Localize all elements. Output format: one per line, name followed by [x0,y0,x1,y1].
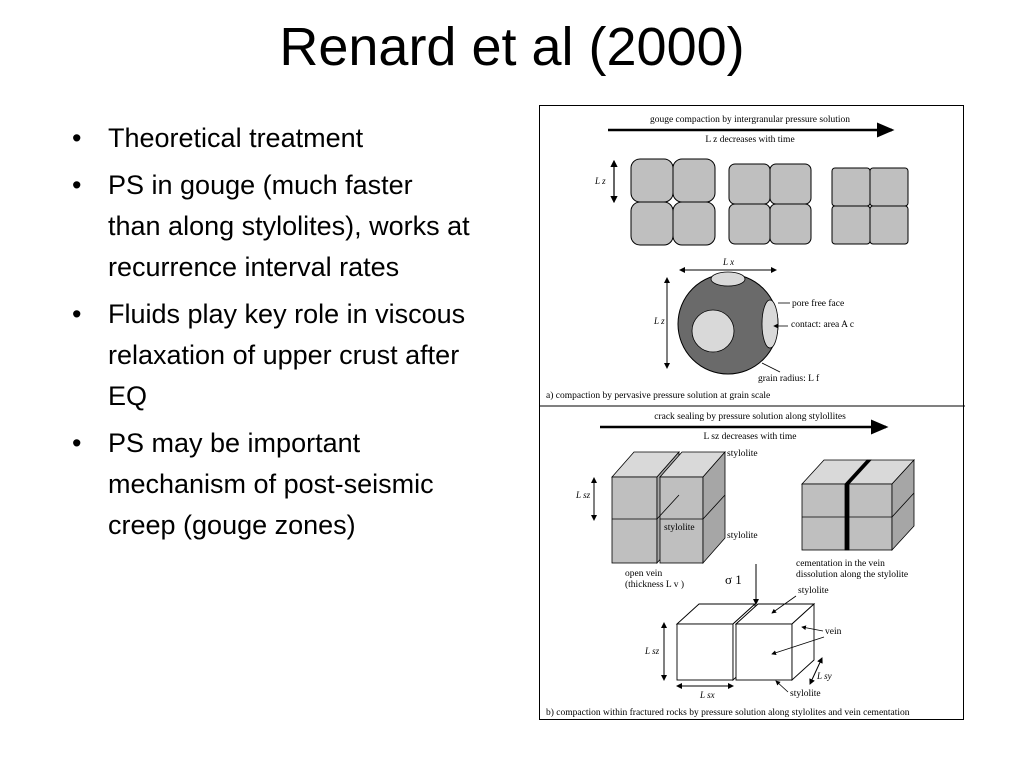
slide-title: Renard et al (2000) [279,17,745,77]
lsz-label-top: L sz [576,490,591,500]
block-pair-open-vein [612,452,725,563]
lz-label: L z [595,176,606,186]
vein-label: vein [825,627,842,637]
panel-b-subheader: L sz decreases with time [703,432,797,442]
bullet-glyph: • [72,123,82,153]
bullet-text: PS may be important mechanism of post-seismic creep (gouge zones) [108,428,434,540]
block-pair-cemented [802,460,914,550]
open-vein-thickness-label: (thickness L v ) [625,580,685,590]
panel-b-header: crack sealing by pressure solution along stylollites [654,412,846,422]
bullet-list [70,118,470,552]
bullet-glyph: • [72,428,82,458]
lx-label: L x [723,257,735,267]
bullet-glyph: • [72,299,82,329]
bullet-item [70,423,470,546]
lsy-label: L sy [817,671,832,681]
contact-area-label: contact: area A c [791,320,855,330]
bullet-text: Theoretical treatment [108,123,364,153]
block-pair-lower [677,604,814,680]
grain-group-large [631,159,715,245]
bullet-item [70,165,470,288]
bullet-text: Fluids play key role in viscous relaxation of upper crust after EQ [108,299,466,411]
stylolite-label-3: stylolite [727,531,758,541]
bullet-item [70,294,470,417]
grain-group-small [832,168,908,244]
dissolution-label: dissolution along the stylolite [796,570,909,580]
stylolite-label-5: stylolite [790,689,821,699]
bullet-glyph: • [72,170,82,200]
stylolite-label-1: stylolite [727,449,758,459]
lsx-label: L sx [700,690,715,700]
renard-figure [539,105,964,720]
stylolite-label-4: stylolite [798,586,829,596]
grain-sphere [678,272,778,374]
lz-grain-label: L z [654,316,665,326]
sigma-label: σ 1 [725,572,742,587]
grain-group-medium [729,164,811,244]
bullet-text: PS in gouge (much faster than along stylolites), works at recurrence interval rates [108,170,470,282]
panel-a-subheader: L z decreases with time [705,135,795,145]
cementation-label: cementation in the vein [796,559,885,569]
figure-diagram [540,106,965,721]
bullet-item [70,118,470,159]
radius-leader [762,363,780,372]
stylolite-leader-5 [776,681,788,692]
lsz-label-bottom: L sz [645,646,660,656]
pore-free-face-label: pore free face [792,299,845,309]
panel-a-header: gouge compaction by intergranular pressure solution [649,115,851,125]
panel-a-caption: a) compaction by pervasive pressure solution at grain scale [546,391,771,401]
open-vein-label: open vein [625,569,663,579]
stylolite-label-2: stylolite [664,523,695,533]
panel-b-caption: b) compaction within fractured rocks by pressure solution along stylolites and vein cementation [546,708,910,718]
grain-radius-label: grain radius: L f [758,374,820,384]
